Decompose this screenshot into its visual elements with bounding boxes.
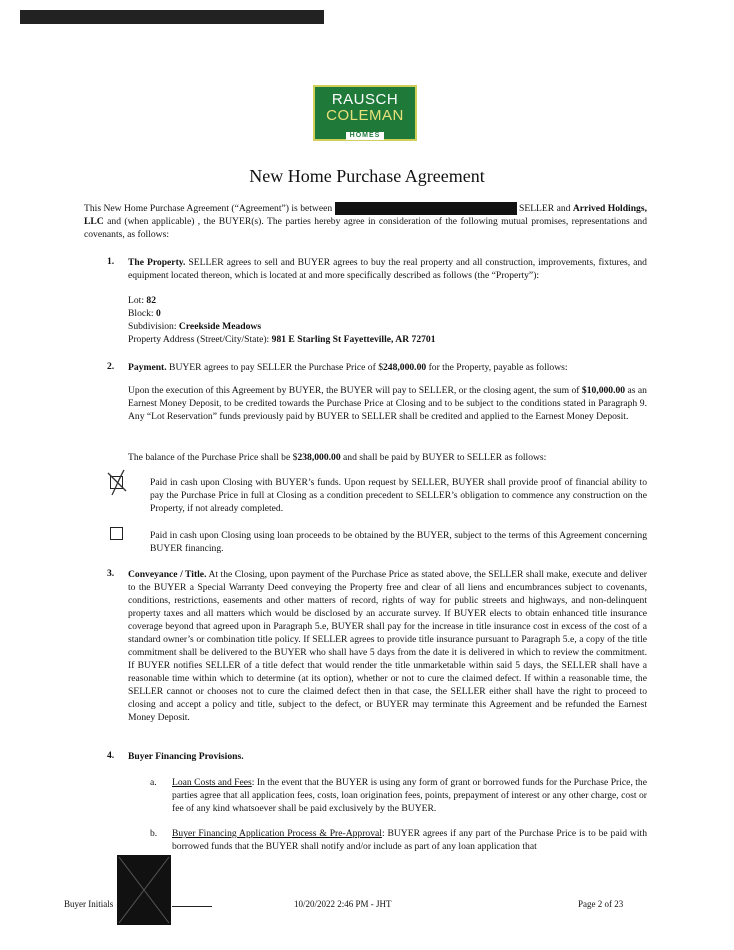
timestamp-stamp: 10/20/2022 2:46 PM - JHT <box>294 899 392 909</box>
intro-paragraph: This New Home Purchase Agreement (“Agreement”) is between SELLER and Arrived Holdings, LLC and (when applicable) , the BUYER(s). The parties hereby agree in consideration of the following mutual promises, representations and covenants, as follows: <box>84 203 647 240</box>
cash-option-text: Paid in cash upon Closing with BUYER’s funds. Upon request by SELLER, BUYER shall provide proof of financial ability to pay the Purchase Price in full at Closing as a condition precedent to SELLER’s obligation to commence any construction on the Property, if not already completed. <box>150 477 647 514</box>
redacted-initials <box>117 855 171 925</box>
redacted-seller-name <box>335 202 517 215</box>
balance-line: The balance of the Purchase Price shall be $238,000.00 and shall be paid by BUYER to SELLER as follows: <box>128 452 547 463</box>
subdivision-line: Subdivision: Creekside Meadows <box>128 321 262 332</box>
section-4-number: 4. <box>107 750 115 761</box>
section-2-text: Payment. BUYER agrees to pay SELLER the Purchase Price of $248,000.00 for the Property, payable as follows: <box>128 362 568 373</box>
earnest-money-paragraph: Upon the execution of this Agreement by BUYER, the BUYER will pay to SELLER, or the closing agent, the sum of $10,000.00 as an Earnest Money Deposit, to be credited towards the Purchase Price at Closing and to be subject to the conditions stated in Paragraph 9. Any “Lot Reservation” funds previously paid by BUYER to SELLER shall be credited and applied to the Earnest Money Deposit. <box>128 385 647 422</box>
section-1-text: The Property. SELLER agrees to sell and BUYER agrees to buy the real property and all construction, improvements, fixtures, and equipment located thereon, which is located at and more specifically described as follows (the “Property”): <box>128 257 647 281</box>
redaction-cross-icon <box>117 855 171 925</box>
address-line: Property Address (Street/City/State): 981 E Starling St Fayetteville, AR 72701 <box>128 334 436 345</box>
redaction-banner <box>20 10 324 24</box>
section-3-text: Conveyance / Title. At the Closing, upon payment of the Purchase Price as stated above, the SELLER shall make, execute and deliver to the BUYER a Special Warranty Deed conveying the Property free and clear of all liens and encumbrances subject to covenants, conditions, restrictions, easements and other matters of record, rights of way for public streets and highways, and non-delinquent property taxes and all matters which would be disclosed by an accurate survey. If BUYER elects to obtain enhanced title insurance coverage beyond that agreed upon in Paragraph 5.e, BUYER shall pay for the increase in title insurance cost in excess of the cost of a standard owner’s or combination title policy. If SELLER agrees to provide title insurance pursuant to Paragraph 5.e, a copy of the title commitment shall be delivered to the BUYER who shall have 5 days from the date it is delivered in which to review the commitment. If BUYER notifies SELLER of a title defect that would render the title unmarketable within said 5 days, the SELLER shall have a reasonable time within which to determine (at its option), whether or not to cure the claimed defect. If within a reasonable time, the SELLER cannot or chooses not to cure the claimed defect then in that case, the SELLER either shall have the right to proceed to closing and accept a policy and title, subject to the defect, or BUYER may terminate this Agreement and be refunded the Earnest Money Deposit. <box>128 569 647 723</box>
document-title: New Home Purchase Agreement <box>249 166 485 186</box>
company-logo: RAUSCH COLEMAN HOMES <box>313 85 417 141</box>
block-line: Block: 0 <box>128 308 161 319</box>
page-number: Page 2 of 23 <box>578 899 624 909</box>
loan-option-text: Paid in cash upon Closing using loan proceeds to be obtained by the BUYER, subject to the terms of this Agreement concerning BUYER financing. <box>150 530 647 554</box>
loan-option-checkbox[interactable] <box>110 527 123 540</box>
lot-line: Lot: 82 <box>128 295 156 306</box>
item-b-text: Buyer Financing Application Process & Pre-Approval: BUYER agrees if any part of the Purchase Price is to be paid with borrowed funds that the BUYER shall notify and/or include as part of any loan application that <box>172 828 647 852</box>
buyer-initials-label: Buyer Initials <box>64 899 114 909</box>
section-4-heading: Buyer Financing Provisions. <box>128 751 244 762</box>
property-details <box>128 294 647 346</box>
item-b-label: b. <box>150 828 158 839</box>
initials-line <box>172 906 212 907</box>
item-a-label: a. <box>150 777 157 788</box>
handwritten-check-mark-icon <box>104 467 134 497</box>
section-2-number: 2. <box>107 361 115 372</box>
item-a-text: Loan Costs and Fees: In the event that the BUYER is using any form of grant or borrowed funds for the Purchase Price, the parties agree that all application fees, costs, loan origination fees, points, prepayment of interest or any other charge, cost or fee of any kind whatsoever shall be paid exclusively by the BUYER. <box>172 777 647 814</box>
section-1-number: 1. <box>107 256 115 267</box>
section-3-number: 3. <box>107 568 115 579</box>
